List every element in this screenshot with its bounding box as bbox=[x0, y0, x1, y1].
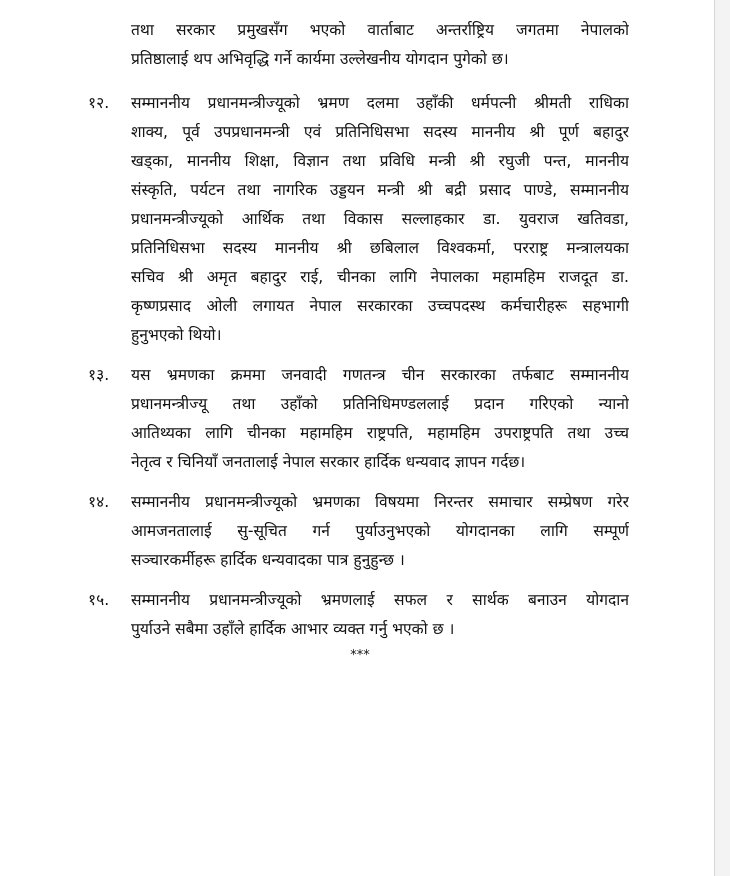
paragraph-line: खड्का, माननीय शिक्षा, विज्ञान तथा प्रविधि मन्त्री श्री रघुजी पन्त, माननीय bbox=[131, 152, 629, 170]
paragraph-line: शाक्य, पूर्व उपप्रधानमन्त्री एवं प्रतिनिधिसभा सदस्य माननीय श्री पूर्ण बहादुर bbox=[131, 123, 629, 141]
paragraph-line: सम्माननीय प्रधानमन्त्रीज्यूको भ्रमणका विषयमा निरन्तर समाचार सम्प्रेषण गरेर bbox=[131, 493, 629, 511]
paragraph-number: १२. bbox=[88, 94, 110, 112]
paragraph-line: प्रधानमन्त्रीज्यू तथा उहाँको प्रतिनिधिमण्डललाई प्रदान गरिएको न्यानो bbox=[131, 395, 629, 413]
paragraph-line: प्रतिष्ठालाई थप अभिवृद्धि गर्ने कार्यमा उल्लेखनीय योगदान पुगेको छ। bbox=[131, 50, 509, 68]
paragraph-line: तथा सरकार प्रमुखसँग भएको वार्ताबाट अन्तर्राष्ट्रिय जगतमा नेपालको bbox=[131, 21, 629, 39]
paragraph-number: १४. bbox=[88, 493, 110, 511]
paragraph-line: यस भ्रमणका क्रममा जनवादी गणतन्त्र चीन सरकारका तर्फबाट सम्माननीय bbox=[131, 366, 629, 384]
paragraph-line: सम्माननीय प्रधानमन्त्रीज्यूको भ्रमण दलमा उहाँकी धर्मपत्नी श्रीमती राधिका bbox=[131, 94, 629, 112]
paragraph-line: पुर्याउने सबैमा उहाँले हार्दिक आभार व्यक्त गर्नु भएको छ । bbox=[131, 620, 455, 638]
paragraph-number: १५. bbox=[88, 591, 110, 609]
paragraph-line: प्रधानमन्त्रीज्यूको आर्थिक तथा विकास सल्लाहकार डा. युवराज खतिवडा, bbox=[131, 210, 629, 228]
paragraph-line: नेतृत्व र चिनियाँ जनतालाई नेपाल सरकार हार्दिक धन्यवाद ज्ञापन गर्दछ। bbox=[131, 453, 526, 471]
page-edge bbox=[714, 0, 730, 876]
paragraph-line: हुनुभएको थियो। bbox=[131, 326, 222, 344]
paragraph-number: १३. bbox=[88, 366, 110, 384]
paragraph-line: सम्माननीय प्रधानमन्त्रीज्यूको भ्रमणलाई सफल र सार्थक बनाउन योगदान bbox=[131, 591, 629, 609]
paragraph-line: आतिथ्यका लागि चीनका महामहिम राष्ट्रपति, महामहिम उपराष्ट्रपति तथा उच्च bbox=[131, 424, 629, 442]
paragraph-line: प्रतिनिधिसभा सदस्य माननीय श्री छबिलाल विश्वकर्मा, परराष्ट्र मन्त्रालयका bbox=[131, 239, 629, 257]
paragraph-line: संस्कृति, पर्यटन तथा नागरिक उड्डयन मन्त्री श्री बद्री प्रसाद पाण्डे, सम्माननीय bbox=[131, 181, 629, 199]
paragraph-line: सञ्चारकर्मीहरू हार्दिक धन्यवादका पात्र हुनुहुन्छ । bbox=[131, 551, 405, 569]
end-mark: *** bbox=[350, 648, 370, 663]
paragraph-line: कृष्णप्रसाद ओली लगायत नेपाल सरकारका उच्चपदस्थ कर्मचारीहरू सहभागी bbox=[131, 297, 629, 315]
paragraph-line: आमजनतालाई सु-सूचित गर्न पुर्याउनुभएको योगदानका लागि सम्पूर्ण bbox=[131, 522, 629, 540]
paragraph-line: सचिव श्री अमृत बहादुर राई, चीनका लागि नेपालका महामहिम राजदूत डा. bbox=[131, 268, 629, 286]
